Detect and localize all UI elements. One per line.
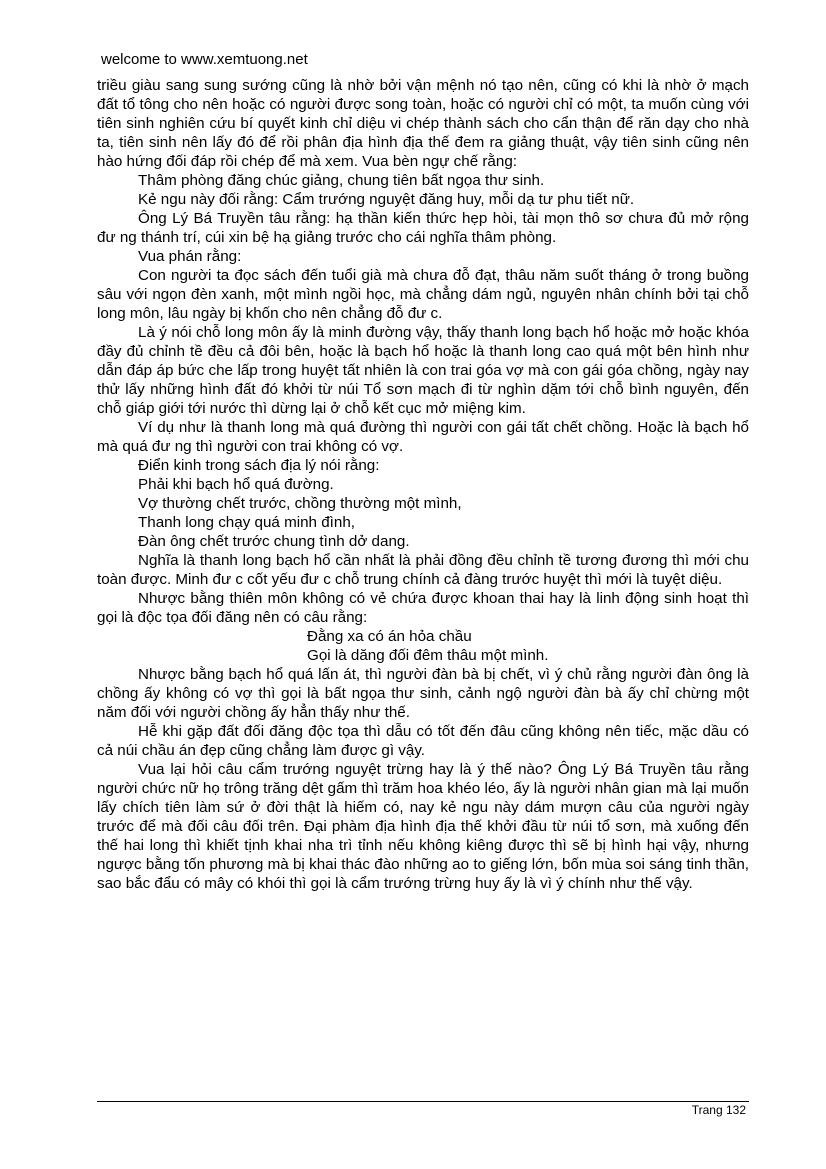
paragraph: Ông Lý Bá Truyền tâu rằng: hạ thần kiến thức hẹp hòi, tài mọn thô sơ chưa đủ mở rộng đư ng thánh trí, cúi xin bệ hạ giảng trước cho cái nghĩa thâm phòng. — [97, 210, 749, 246]
footer-divider — [97, 1101, 749, 1102]
paragraph: Nghĩa là thanh long bạch hổ cần nhất là phải đồng đều chỉnh tề tương đương thì mới chu toàn được. Minh đư c cốt yếu đư c chỗ trung chính cả đàng trước huyệt thì mới là tuyệt diệu. — [97, 552, 749, 588]
paragraph: Đàn ông chết trước chung tình dở dang. — [138, 533, 410, 550]
paragraph: Vua phán rằng: — [138, 248, 242, 265]
page-number: Trang 132 — [691, 1103, 746, 1117]
paragraph: Kẻ ngu này đối rằng: Cẩm trướng nguyệt đăng huy, mỗi dạ tư phu tiết nữ. — [138, 191, 635, 208]
paragraph: Hễ khi gặp đất đối đăng độc tọa thì dẫu có tốt đến đâu cũng không nên tiếc, mặc dầu có cả núi chầu án đẹp cũng chẳng làm được gì vậy. — [97, 723, 749, 759]
paragraph: Thâm phòng đăng chúc giảng, chung tiên bất ngọa thư sinh. — [138, 172, 545, 189]
paragraph: Nhược bằng bạch hổ quá lấn át, thì người đàn bà bị chết, vì ý chủ rằng người đàn ông là chồng ấy không có vợ thì gọi là bất ngọa thư sinh, cảnh ngộ người đàn bà ấy chỉ chừng một năm đối với người chồng ấy hẳn thấy như thế. — [97, 666, 749, 721]
paragraph: Đằng xa có án hỏa chầu — [307, 628, 472, 645]
paragraph: Nhược bằng thiên môn không có vẻ chứa được khoan thai hay là linh động sinh hoạt thì gọi là độc tọa đối đăng nên có câu rằng: — [97, 590, 749, 626]
paragraph: Vua lại hỏi câu cẩm trướng nguyệt trừng hay là ý thế nào? Ông Lý Bá Truyền tâu rằng người chức nữ họ trông trăng dệt gấm thì trăm hoa khéo léo, ấy là người nhân gian mà lại muốn lấy chích tiên làm sứ ở đời thật là hiếm có, nay kẻ ngu này dám mượn câu của người ngày trước để mà đối câu đối trên. Đại phàm địa hình địa thế khởi đầu từ núi tổ sơn, mà xuống đến thế hai long thì khiết tịnh khai nha trì tỉnh nếu không kiêng được thì sẽ bị hình hại vậy, nhưng ngược bằng tốn phương mà bị khai thác đào những ao to giếng lớn, bốn mùa soi sáng tinh thần, sao bắc đẩu có mây có khói thì gọi là cẩm trướng trừng huy ấy là vì ý chính như thế vậy. — [97, 761, 749, 892]
document-body — [97, 76, 749, 893]
paragraph: Vợ thường chết trước, chồng thường một mình, — [138, 495, 462, 512]
paragraph: Ví dụ như là thanh long mà quá đường thì người con gái tất chết chồng. Hoặc là bạch hổ mà quá đư ng thì người con trai không có vợ. — [97, 419, 749, 455]
paragraph: Phải khi bạch hổ quá đường. — [138, 476, 334, 493]
site-header: welcome to www.xemtuong.net — [101, 51, 308, 68]
paragraph: Là ý nói chỗ long môn ấy là minh đường vậy, thấy thanh long bạch hổ hoặc mở hoặc khóa đầy đủ chỉnh tề đều cả đôi bên, hoặc là bạch hổ hoặc là thanh long cao quá một bên hình như dẫn đáp áp bức che lấp trong huyệt tất nhiên là con trai góa vợ mà con gái góa chồng, ngày nay thử lấy những hình đất đó khởi từ núi Tổ sơn mạch đi từ nghìn dặm tới chỗ bình nguyên, đến chỗ giáp giới tới nước thì dừng lại ở chỗ kết cục mở miệng kim. — [97, 324, 749, 417]
paragraph: Con người ta đọc sách đến tuổi già mà chưa đỗ đạt, thâu năm suốt tháng ở trong buồng sâu với ngọn đèn xanh, một mình ngồi học, mà chẳng dám ngủ, nguyên nhân chính bởi tại chỗ long môn, lâu ngày bị khốn cho nên chẳng đỗ đư c. — [97, 267, 749, 322]
paragraph: Gọi là dăng đối đêm thâu một mình. — [307, 647, 549, 664]
paragraph: Thanh long chạy quá minh đình, — [138, 514, 355, 531]
paragraph: Điển kinh trong sách địa lý nói rằng: — [138, 457, 380, 474]
paragraph: triều giàu sang sung sướng cũng là nhờ bởi vận mệnh nó tạo nên, cũng có khi là nhờ ở mạch đất tổ tông cho nên hoặc có người được song toàn, hoặc có người chỉ có một, ta muốn cùng với tiên sinh nghiên cứu bí quyết kinh chỉ diệu vi chép thành sách cho cẩn thận để răn dạy cho nhà ta, tiên sinh nên lấy đó để rồi phân địa hình địa thế đem ra giảng thuật, vậy tiên sinh cũng nên hào hứng đối đáp rồi chép để mà xem. Vua bèn ngự chế rằng: — [97, 77, 749, 170]
